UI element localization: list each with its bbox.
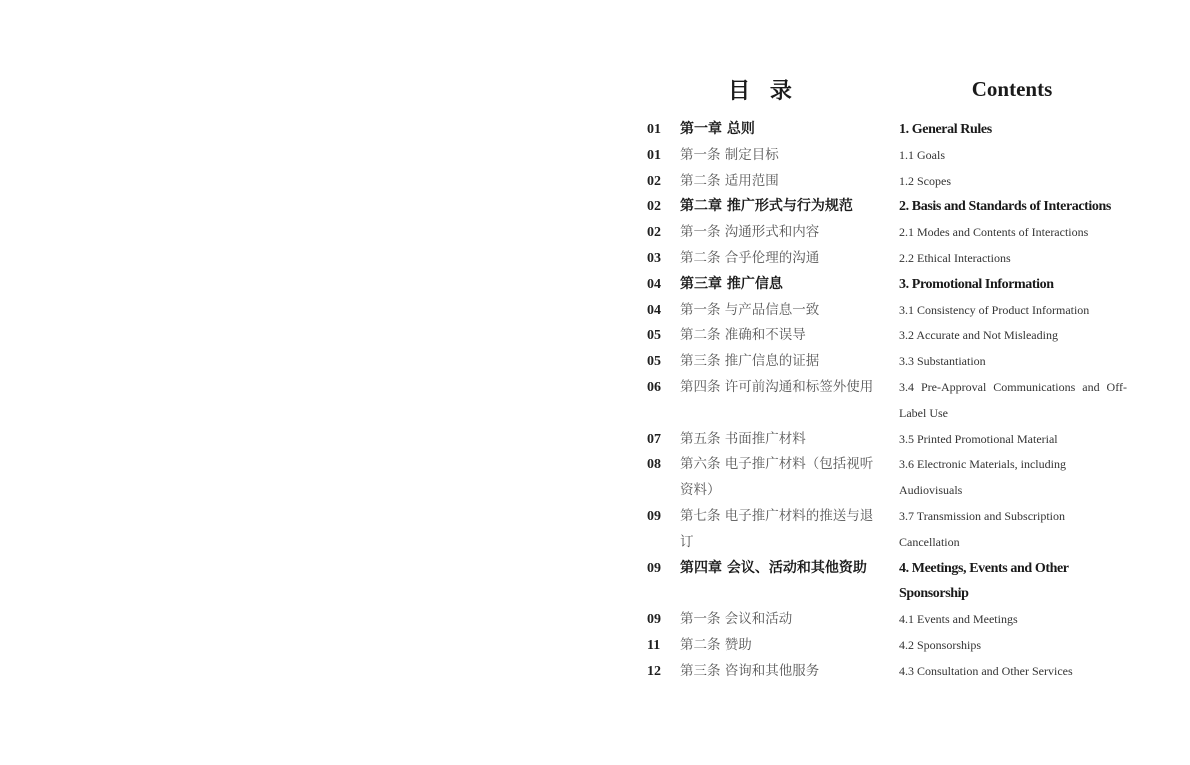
toc-section-entry xyxy=(647,246,1127,272)
toc-page-number: 09 xyxy=(647,508,661,524)
toc-page-number: 05 xyxy=(647,354,661,370)
toc-section-entry xyxy=(647,504,1127,556)
toc-chapter-entry xyxy=(647,556,1127,608)
toc-title-english: 3.6 Electronic Materials, including Audiovisuals xyxy=(899,457,1066,498)
toc-title-chinese: 第一条 沟通形式和内容 xyxy=(680,224,820,241)
toc-section-entry xyxy=(647,349,1127,375)
toc-title-english: 4.2 Sponsorships xyxy=(899,637,982,652)
toc-section-entry xyxy=(647,298,1127,324)
toc-title-english: 3.4 Pre-Approval Communications and Off-Label Use xyxy=(899,379,1127,420)
toc-title-chinese: 第三章 推广信息 xyxy=(680,275,783,292)
toc-title-chinese: 第三条 咨询和其他服务 xyxy=(680,662,820,679)
toc-section-entry xyxy=(647,659,1127,685)
toc-title-chinese: 第七条 电子推广材料的推送与退订 xyxy=(680,507,874,550)
toc-title-english: 3.3 Substantiation xyxy=(899,354,986,369)
toc-section-entry xyxy=(647,143,1127,169)
toc-title-chinese: 第一条 制定目标 xyxy=(680,146,779,163)
toc-title-chinese: 第四条 许可前沟通和标签外使用 xyxy=(680,378,874,395)
toc-title-chinese: 第二章 推广形式与行为规范 xyxy=(680,198,853,215)
toc-title-english: 3.5 Printed Promotional Material xyxy=(899,431,1058,446)
toc-section-entry xyxy=(647,169,1127,195)
toc-section-entry xyxy=(647,427,1127,453)
toc-section-entry xyxy=(647,220,1127,246)
toc-page-number: 02 xyxy=(647,173,661,189)
toc-chapter-entry xyxy=(647,194,1127,220)
toc-title-english: 4.1 Events and Meetings xyxy=(899,612,1018,627)
toc-title-english: 2.1 Modes and Contents of Interactions xyxy=(899,225,1089,240)
toc-title-english: 1.2 Scopes xyxy=(899,173,951,188)
toc-title-chinese: 第一章 总则 xyxy=(680,121,755,137)
toc-title-chinese: 第二条 赞助 xyxy=(680,636,752,653)
toc-page-number: 09 xyxy=(647,560,661,576)
toc-section-entry xyxy=(647,607,1127,633)
toc-section-entry xyxy=(647,323,1127,349)
toc-page-number: 04 xyxy=(647,276,661,292)
toc-title-english: 2. Basis and Standards of Interactions xyxy=(899,199,1111,215)
toc-heading-chinese: 目 录 xyxy=(728,78,798,104)
table-of-contents xyxy=(647,117,1127,685)
toc-page-number: 01 xyxy=(647,122,661,137)
toc-section-entry xyxy=(647,633,1127,659)
toc-page-number: 02 xyxy=(647,199,661,215)
toc-title-chinese: 第六条 电子推广材料（包括视听资料） xyxy=(680,456,874,499)
toc-title-english: 3.2 Accurate and Not Misleading xyxy=(899,328,1058,343)
toc-chapter-entry xyxy=(647,117,1127,143)
toc-page-number: 07 xyxy=(647,431,661,447)
toc-title-english: 1. General Rules xyxy=(899,122,992,137)
toc-title-english: 3.7 Transmission and Subscription Cancellation xyxy=(899,508,1066,549)
toc-title-chinese: 第四章 会议、活动和其他资助 xyxy=(680,559,867,576)
toc-title-chinese: 第二条 适用范围 xyxy=(680,172,779,189)
toc-page-number: 12 xyxy=(647,663,661,679)
toc-title-chinese: 第三条 推广信息的证据 xyxy=(680,353,820,370)
toc-title-english: 2.2 Ethical Interactions xyxy=(899,250,1011,265)
toc-page-number: 05 xyxy=(647,328,661,344)
toc-heading-english: Contents xyxy=(971,77,1053,101)
toc-page-number: 04 xyxy=(647,302,661,318)
toc-page-number: 11 xyxy=(647,637,661,653)
toc-title-english: 4.3 Consultation and Other Services xyxy=(899,663,1073,678)
toc-page-number: 06 xyxy=(647,379,661,395)
toc-title-english: 1.1 Goals xyxy=(899,147,945,162)
toc-title-chinese: 第二条 合乎伦理的沟通 xyxy=(680,249,820,266)
toc-page-number: 03 xyxy=(647,250,661,266)
toc-title-english: 3.1 Consistency of Product Information xyxy=(899,302,1090,317)
toc-title-chinese: 第五条 书面推广材料 xyxy=(680,430,806,447)
toc-title-english: 4. Meetings, Events and Other Sponsorship xyxy=(899,560,1069,602)
toc-page-number: 02 xyxy=(647,225,661,241)
toc-page-number: 09 xyxy=(647,612,661,628)
toc-page-number: 08 xyxy=(647,457,661,473)
toc-title-chinese: 第一条 会议和活动 xyxy=(680,611,793,628)
toc-chapter-entry xyxy=(647,272,1127,298)
toc-section-entry xyxy=(647,452,1127,504)
toc-page-number: 01 xyxy=(647,147,661,163)
toc-title-chinese: 第一条 与产品信息一致 xyxy=(680,301,820,318)
toc-section-entry xyxy=(647,375,1127,427)
toc-title-english: 3. Promotional Information xyxy=(899,276,1054,292)
toc-title-chinese: 第二条 准确和不误导 xyxy=(680,327,806,344)
